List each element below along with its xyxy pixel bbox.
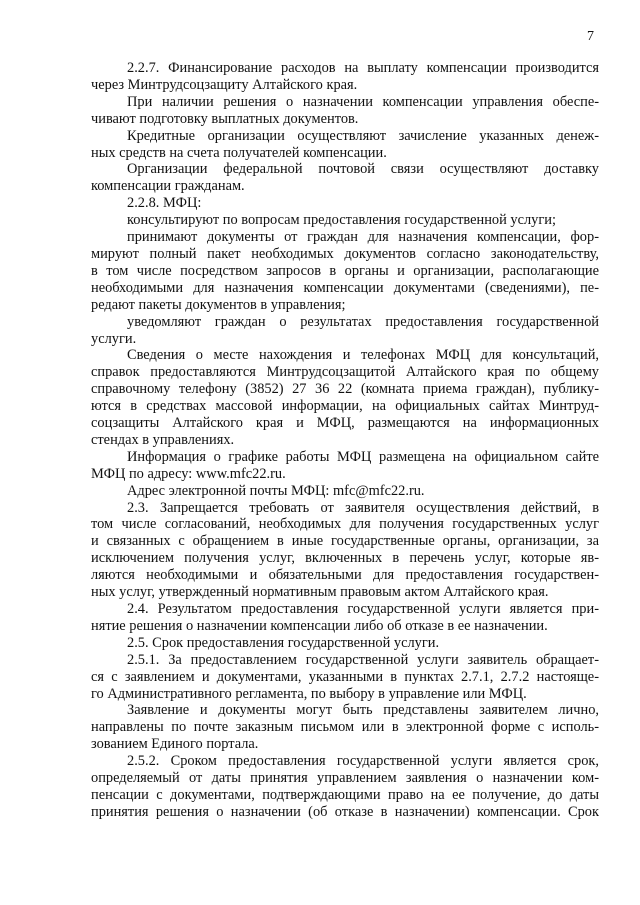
text-line: 2.3. Запрещается требовать от заявителя осуществления действий, в	[127, 499, 599, 516]
text-line: мируют полный пакет необходимых документов согласно законодательству,	[91, 245, 599, 262]
text-line: стендах в управлениях.	[91, 431, 235, 448]
text-line: консультируют по вопросам предоставления государственной услуги;	[127, 212, 556, 229]
text-line: Организации федеральной почтовой связи осуществляют доставку	[127, 161, 599, 178]
paragraph	[91, 601, 599, 635]
text-line: Адрес электронной почты МФЦ: mfc@mfc22.ru.	[127, 482, 425, 499]
text-line: через Минтрудсоцзащиту Алтайского края.	[91, 76, 358, 93]
text-line: нятие решения о назначении компенсации либо об отказе в ее назначении.	[91, 617, 548, 634]
paragraph	[91, 128, 599, 162]
text-line: МФЦ по адресу: www.mfc22.ru.	[91, 465, 286, 482]
text-line: 2.5.2. Сроком предоставления государственной услуги является срок,	[127, 753, 599, 770]
text-line: соцзащиты Алтайского края и МФЦ, размещаются на информационных	[91, 415, 599, 432]
text-line: ются в средствах массовой информации, на официальных сайтах Минтруд-	[91, 398, 599, 415]
paragraph	[91, 635, 599, 652]
text-line: ляются необходимыми и обязательными для предоставления государствен-	[91, 567, 599, 584]
text-line: 2.2.7. Финансирование расходов на выплату компенсации производится	[127, 60, 599, 76]
text-line: Сведения о месте нахождения и телефонах МФЦ для консультаций,	[127, 347, 599, 364]
text-line: Заявление и документы могут быть представлены заявителем лично,	[127, 702, 599, 719]
text-line: принятия решения о назначении (об отказе в назначении) компенсации. Срок	[91, 803, 599, 820]
paragraph	[91, 702, 599, 753]
document-body	[91, 60, 599, 821]
text-line: 2.5.1. За предоставлением государственной услуги заявитель обращает-	[127, 651, 599, 668]
text-line: компенсации гражданам.	[91, 178, 245, 195]
paragraph	[91, 314, 599, 348]
paragraph	[91, 449, 599, 483]
text-line: в том числе посредством запросов в органы и организации, располагающие	[91, 262, 599, 279]
text-line: необходимыми для назначения компенсации документами (сведениями), пе-	[91, 279, 599, 296]
text-line: 2.4. Результатом предоставления государственной услуги является при-	[127, 601, 599, 617]
page-number: 7	[587, 29, 594, 44]
text-line: ся с заявлением и документами, указанными в пунктах 2.7.1, 2.7.2 настояще-	[91, 668, 599, 685]
text-line: ных услуг, утвержденный нормативным правовым актом Алтайского края.	[91, 584, 549, 601]
text-line: уведомляют граждан о результатах предоставления государственной	[127, 313, 599, 330]
paragraph	[91, 652, 599, 703]
text-line: определяемый от даты принятия управлением заявления о назначении ком-	[91, 770, 599, 787]
text-line: том числе согласований, необходимых для получения государственных услуг	[91, 516, 599, 533]
paragraph	[91, 195, 599, 212]
text-line: редают пакеты документов в управления;	[91, 296, 346, 313]
text-line: исключением получения услуг, включенных в перечень услуг, которые яв-	[91, 550, 599, 567]
text-line: При наличии решения о назначении компенсации управления обеспе-	[127, 93, 599, 110]
text-line: ных средств на счета получателей компенсации.	[91, 144, 387, 161]
text-line: справочному телефону (3852) 27 36 22 (комната приема граждан), публику-	[91, 381, 599, 398]
paragraph	[91, 229, 599, 314]
text-line: услуги.	[91, 330, 137, 347]
text-line: 2.2.8. МФЦ:	[127, 195, 202, 212]
paragraph	[91, 753, 599, 821]
paragraph	[91, 161, 599, 195]
text-line: 2.5. Срок предоставления государственной услуги.	[127, 634, 440, 651]
text-line: справок предоставляются Минтрудсоцзащитой Алтайского края по общему	[91, 364, 599, 381]
text-line: Информация о графике работы МФЦ размещена на официальном сайте	[127, 448, 599, 465]
text-line: и связанных с обращением в иные государственные органы, организации, за	[91, 533, 599, 550]
text-line: го Административного регламента, по выбору в управление или МФЦ.	[91, 685, 527, 702]
paragraph	[91, 94, 599, 128]
paragraph	[91, 483, 599, 500]
text-line: Кредитные организации осуществляют зачисление указанных денеж-	[127, 127, 599, 144]
paragraph	[91, 60, 599, 94]
text-line: пенсации с документами, подтверждающими право на ее получение, до даты	[91, 786, 599, 803]
paragraph	[91, 347, 599, 448]
text-line: чивают подготовку выплатных документов.	[91, 110, 359, 127]
text-line: зованием Единого портала.	[91, 736, 259, 753]
text-line: принимают документы от граждан для назначения компенсации, фор-	[127, 229, 599, 246]
paragraph	[91, 212, 599, 229]
text-line: направлены по почте заказным письмом или в электронной форме с исполь-	[91, 719, 599, 736]
paragraph	[91, 500, 599, 601]
